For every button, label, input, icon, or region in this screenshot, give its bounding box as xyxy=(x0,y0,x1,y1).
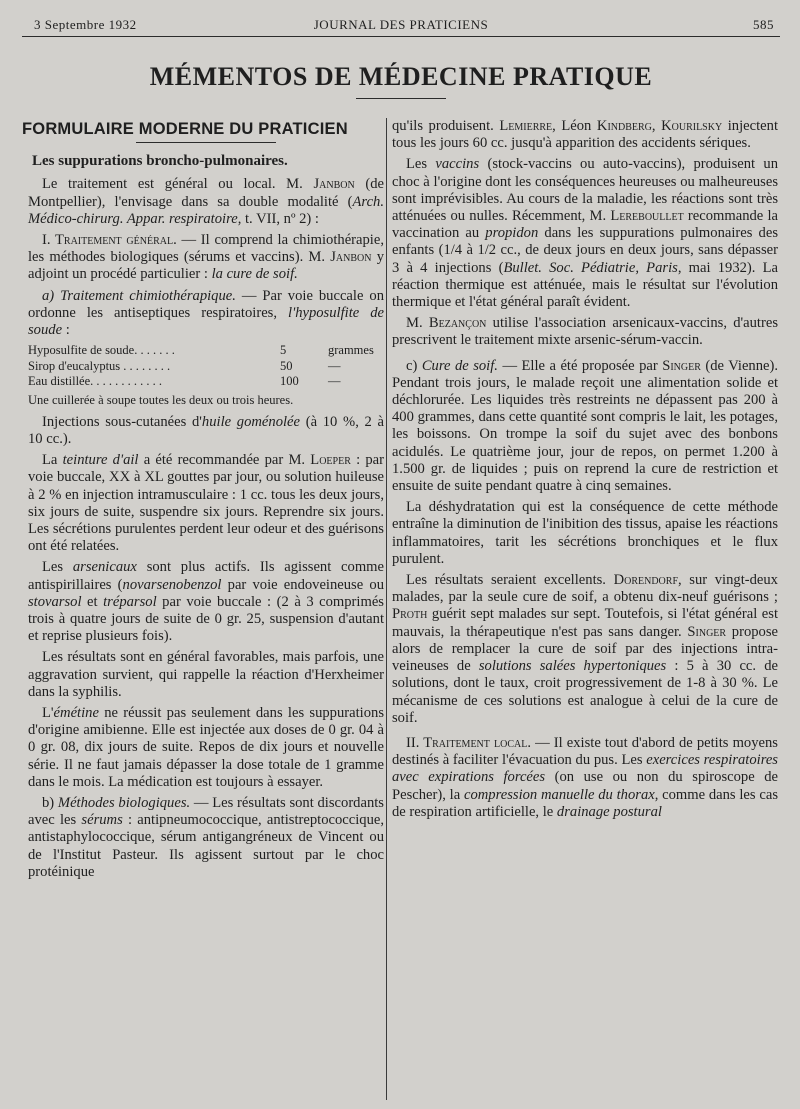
paragraph-arsenicals: Les arsenicaux sont plus actifs. Ils agissent comme antispirillaires (novarsenobenzol par voie endoveineuse ou stovarsol et tréparsol par voie buccale : (2 à 3 comprimés trois à quatre jours de suite de 0 gr. 25, suspension d'autant et reprise plusieurs fois). xyxy=(28,559,385,645)
paragraph-thirst-cure: c) Cure de soif. — Elle a été proposée par Singer (de Vienne). Pendant trois jours, le malade reçoit une alimentation solide et déchlorurée. Les liquides très restreints ne dépassent pas 200 à 400 grammes, dans cette quantité sont compris le lait, les potages, les boissons. On trompe la soif du sujet avec des bonbons acidulés. Le quatrième jour, jour de repos, on permet 1.200 à 1.500 gr. de liquides ; puis on reprend la cure de restriction et ensuite de suite pendant quatre à cinq semaines. xyxy=(392,357,778,495)
article-subtitle: Les suppurations broncho-pulmonaires. xyxy=(32,153,288,170)
chimiotherapy-paragraph: a) Traitement chimiothérapique. — Par voie buccale on ordonne les antiseptiques respiratoires, l'hyposulfite de soude : xyxy=(28,287,385,339)
formula-row: Eau distillée. . . . . . . . . . . . 100 — xyxy=(28,374,341,389)
formula-row: Sirop d'eucalyptus . . . . . . . . 50 — xyxy=(28,358,341,373)
paragraph-local-treatment: II. Traitement local. — Il existe tout d'abord de petits moyens destinés à faciliter l'évacuation du pus. Les exercices respiratoires avec expirations forcées (on use ou non du spiroscope de Pescher), la compression manuelle du thorax, comme dans les cas de respiration artificielle, le drainage postural xyxy=(392,734,778,820)
general-treatment-paragraph: I. Traitement général. — Il comprend la chimiothérapie, les méthodes biologiques (sérums et vaccins). M. Janbon y adjoint un procédé particulier : la cure de soif. xyxy=(28,232,384,283)
paragraph-serum-authors: qu'ils produisent. Lemierre, Léon Kindberg, Kourilsky injectent tous les jours 60 cc. jusqu'à apparition des accidents sériques. xyxy=(392,118,778,152)
paragraph-vaccines: Les vaccins (stock-vaccins ou auto-vaccins), produisent un choc à l'origine dont les conséquences heureuses ou malheureuses sont imprévisibles. Au cours de la maladie, les réactions sont très atténuées ou nulles. Récemment, M. Lereboullet recommande la vaccination au propidon dans les suppurations pulmonaires des enfants (1/4 à 1/2 cc., de deux jours en deux jours, sans dépasser 3 à 4 injections (Bullet. Soc. Pédiatrie, Paris, mai 1932). La réaction thermique est atténuée, mais le résultat sur l'évolution thermique et l'état général paraît évident. xyxy=(392,156,779,311)
paragraph-thirst-results: Les résultats seraient excellents. Dorendorf, sur vingt-deux malades, par la seule cure de soif, a obtenu dix-neuf guérisons ; Proth guérit sept malades sur sept. Toutefois, si l'état général est mauvais, la thérapeutique n'est pas sans danger. Singer propose alors de remplacer la cure de soif par des injections intra-veineuses de solutions salées hypertoniques : 5 à 30 cc. de solutions, dont le taux, croit progressivement de 1-8 à 30 %. Le mécanisme de ces solutions est analogue à celui de la cure de soif. xyxy=(392,572,778,726)
paragraph-bezancon: M. Bezançon utilise l'association arsenicaux-vaccins, d'autres prescrivent le traitement mixte arsenic-sérum-vaccin. xyxy=(392,315,778,349)
column-separator xyxy=(386,118,387,1100)
header-date: 3 Septembre 1932 xyxy=(34,17,137,32)
header-page-number: 585 xyxy=(753,17,774,32)
page-title: MÉMENTOS DE MÉDECINE PRATIQUE xyxy=(149,62,653,91)
right-column xyxy=(392,118,778,825)
paragraph-dehydration: La déshydratation qui est la conséquence de cette méthode entraîne la diminution de l'inibition des tissus, apaise les réactions inflammatoires, tarit les sécrétions bronchiques et le flux purulent. xyxy=(392,499,778,567)
paragraph-biological-methods: b) Méthodes biologiques. — Les résultats sont discordants avec les sérums : antipneumococcique, antistreptococcique, antistaphylococcique, sérum antigangréneux de Vincent ou de l'Institut Pasteur. Ils agissent surtout par le choc protéinique xyxy=(28,795,385,880)
section-title: FORMULAIRE MODERNE DU PRATICIEN xyxy=(22,120,348,138)
left-column xyxy=(22,118,385,885)
running-header xyxy=(22,0,780,37)
article-columns xyxy=(22,118,780,1100)
header-journal-name: JOURNAL DES PRATICIENS xyxy=(313,17,489,32)
paragraph-results: Les résultats sont en général favorables, mais parfois, une aggravation survient, qui rappelle la réaction d'Herxheimer dans la syphilis. xyxy=(28,649,384,700)
paragraph-gomenol: Injections sous-cutanées d'huile goménolée (à 10 %, 2 à 10 cc.). xyxy=(28,413,385,447)
intro-paragraph: Le traitement est général ou local. M. Janbon (de Montpellier), l'envisage dans sa double modalité (Arch. Médico-chirurg. Appar. respiratoire, t. VII, nº 2) : xyxy=(28,176,385,227)
formula-row: Hyposulfite de soude. . . . . . . 5 grammes xyxy=(28,343,374,358)
prescription-formula xyxy=(28,343,384,390)
paragraph-garlic: La teinture d'ail a été recommandée par M. Loeper : par voie buccale, XX à XL gouttes par jour, ou solution huileuse à 2 % en injection intramusculaire : 1 cc. tous les deux jours, six jours de suite, suspendre six jours. Reprendre six jours. Les sécrétions purulentes perdent leur odeur et des guérisons ont été relatées. xyxy=(28,452,384,555)
formula-dosage-note: Une cuillerée à soupe toutes les deux ou trois heures. xyxy=(28,392,294,407)
title-divider xyxy=(356,98,446,99)
section-divider xyxy=(136,142,276,143)
paragraph-emetine: L'émétine ne réussit pas seulement dans les suppurations d'origine amibienne. Elle est injectée aux doses de 0 gr. 04 à 0 gr. 08, dix jours de suite. Repos de dix jours et nouvelle série. Il ne faut jamais dépasser la dose totale de 1 gramme dans le mois. La médication est toujours à essayer. xyxy=(28,704,384,790)
